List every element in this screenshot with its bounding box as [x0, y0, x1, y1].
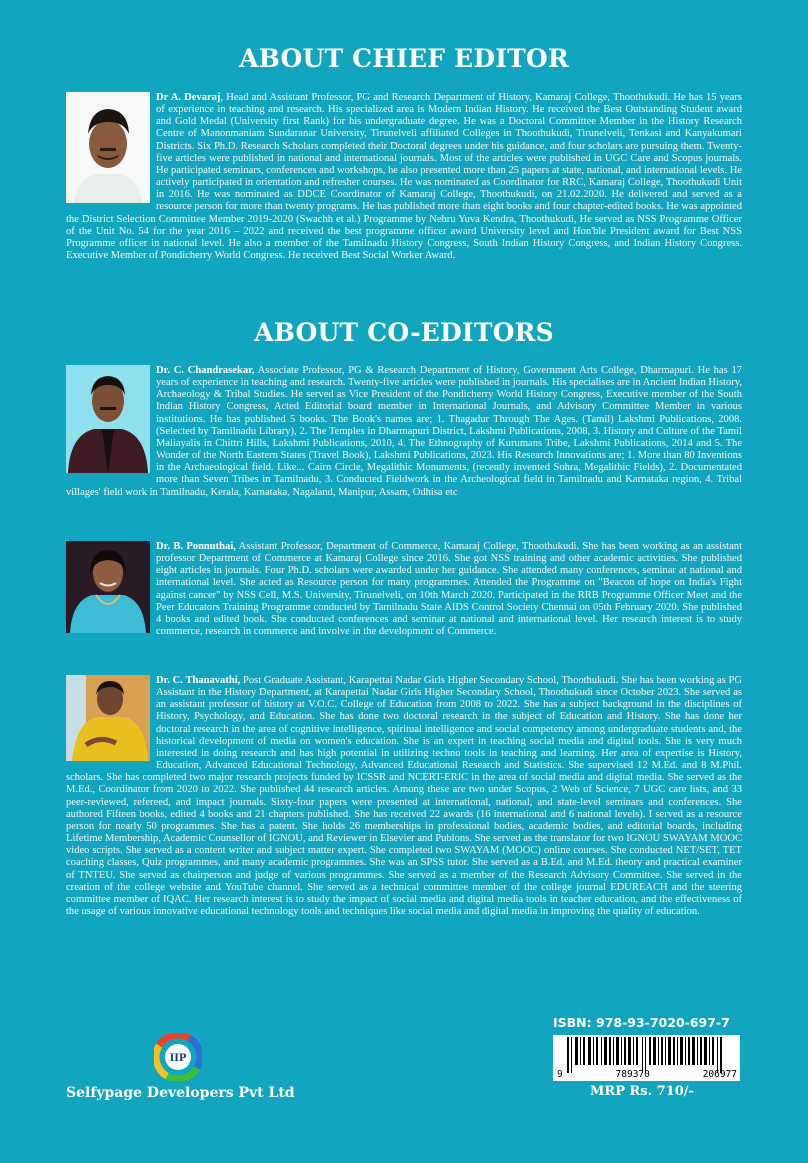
chief-editor-bio [66, 92, 742, 262]
co-editor-bio-text-1: Associate Professor, PG & Research Department of History, Government Arts College, Dharmapuri. He has 17 years of experience in teaching and research. Twenty-five articles were published in journals. His specialises are in Ancient Indian History, Archaeology & Tribal Studies. He served as Vice President of the Pondicherry World History Congress, Executive member of the South Indian History Congress, Acted Editorial board member in International Journals, and Advisory Committee Member in various institutions. He has published 5 books. The Book's names are; 1. Thagadur Through The Ages. (Tamil) Lakshmi Publications, 2008. (Selected by Tamilnadu Library), 2. The Temples in Dharmapuri District, Lakshmi Publications, 2008, 3. History and Culture of the Tamil Maliayalis in Chittri Hills, Lakshmi Publications, 2010, 4. The Ethnography of Kurumans Tribe, Lakshmi Publications, 2014 and 5. The Wonder of the North Eastern States (Travel Book), Lakshmi Publications, 2023. His Research Innovations are; 1. More than 80 Inventions in the Archaeological field. Like... Cairn Circle, Megalithic Monuments, (recently invented Sohra, Megalithic Fields), 2. Documentated more than Seven Tribes in Tamilnadu, 3. Conducted Fieldwork in the Archeological field in Tamilnadu and Karnataka region, 4. Tribal villages' field work in Tamilnadu, Kerala, Karnataka, Nagaland, Manipur, Assam, Odhisa etc [66, 365, 742, 498]
co-editor-bio-text-2: Assistant Professor, Department of Commerce, Kamaraj College, Thoothukudi. She has been working as an assistant professor Department of Commerce at Kamaraj College since 2016. She got NSS training and other academic activities. She published eight articles in journals. Four Ph.D. scholars were awarded under her guidance. She attended many conferences, seminar at national and international level. She acted as Resource person for many programmes. Attended the Programme on "Beacon of hope on India's Fight against cancer" by NSS Cell, M.S. University, Tirunelveli, on 10th March 2020. Participated in the RRB Programme Officer Meet and the Peer Educators Training Programme conducted by Tamilnadu State AIDS Control Society Chennai on 05th February 2020. She published 4 books and edited book. She conducted conferences and seminar at national and international level. Her research interest is to study commerce, research in commerce and involve in the development of Commerce. [156, 541, 742, 638]
svg-text:IIP: IIP [169, 1053, 187, 1064]
isbn-label: ISBN: 978-93-7020-697-7 [553, 1015, 730, 1030]
chief-editor-name: Dr A. Devaraj [156, 92, 221, 103]
isbn-barcode [553, 1035, 740, 1081]
publisher-name: Selfypage Developers Pvt Ltd [66, 1085, 295, 1101]
co-editor-bio-1 [66, 365, 742, 499]
co-editor-bio-2 [66, 541, 742, 638]
chief-editor-bio-text: , Head and Assistant Professor, PG and Research Department of History, Kamaraj College, Thoothukudi. He has 15 years of experience in teaching and research. His specialized area is Modern Indian History. He received the Best Outstanding Student award and Gold Medal (University first Rank) for his undergraduate degree. He was a Doctoral Committee Member in the History Research Centre of Manonmaniam Sundaranar University, Tirunelveli affiliated Colleges in Thoothukudi, Tirunelveli, Tenkasi and Kanyakumari Districts. Six Ph.D. Research Scholars completed their Doctoral degrees under his guidance, and four scholars are pursuing them. Twenty-five articles were published in national and international journals. Most of the articles were published in UGC Care and Scopus journals. He participated seminars, conferences and workshops, he also presented more than 25 papers at state, national, and international levels. He actively participated in orientation and refresher courses. He was nominated as Coordinator for RRC, Kamaraj College, Thoothukudi Unit in 2016. He was nominated as DDCE Coordinator of Kamaraj College, Thoothukudi, on 21.02.2020. He delivered and served as a resource person for more than twenty programs. He has published more than eight books and four chapter-edited books. He was appointed the District Selection Committee Member 2019-2020 (Swachh et al.) Programme by Nehru Yuva Kendra, Thoothukudi, He served as NSS Programme Officer of the Unit No. 54 for the year 2016 – 2022 and received the best programme officer award University level and Hon'ble President award for Best NSS Programme officer in national level. He also a member of the Tamilnadu History Congress, South Indian History Congress, and Indian History Congress. Executive Member of Pondicherry World Congress. He received Best Social Worker Award. [66, 92, 742, 262]
chief-editor-heading: ABOUT CHIEF EDITOR [239, 44, 569, 73]
co-editor-photo-1 [66, 365, 150, 473]
chief-editor-photo [66, 92, 150, 203]
co-editor-name-3: Dr. C. Thanavathi, [156, 675, 241, 686]
portrait-man-white-shirt-icon [66, 92, 150, 203]
co-editor-photo-3 [66, 675, 150, 761]
co-editor-name-2: Dr. B. Ponnuthai, [156, 541, 236, 552]
barcode-icon [553, 1037, 740, 1073]
co-editor-bio-text-3: Post Graduate Assistant, Karapettai Nadar Girls Higher Secondary School, Thoothukudi. She has been working as PG Assistant in the History Department, at Karapettai Nadar Girls Higher Secondary School, Thoothukudi since October 2023. She served as an assistant professor of history at V.O.C. College of Education from 2008 to 2022. She has a subject background in the disciplines of History, Psychology, and Education. She has done two doctoral research in the subject of Education and History. She has done her doctoral research in the area of cognitive intelligence, spiritual intelligence and social competency among undergraduate students and, the historical development of media on women's education. She is an expert in teaching social media and digital tools. She is very much interested in doing research and has high potential in utilizing techno tools in teaching and learning. Her area of expertise is History, Education, Advanced Educational Technology, Advanced Educational Research and Statistics. She supervised 12 M.Ed. and 8 M.Phil. scholars. She has completed two major research projects funded by ICSSR and NCERT-ERIC in the area of social media and digital media. She served as the M.Ed., Coordinator from 2020 to 2022. She published 44 research articles. Among these are two under Scopus, 2 Web of Science, 7 UGC care lists, and 33 peer-reviewed, refereed, and impact journals. Sixty-four papers were presented at international, national, and state-level seminars and conferences. She authored Fifteen books, edited 4 books and 21 chapters published. She has received 22 awards (16 international and 6 national levels). I served as a resource person for nearly 50 programmes. She has a patent. She holds 26 memberships in professional bodies, academic bodies, and editorial boards, including Lifetime Membership, Academic Counsellor of IGNOU, and Reviewer in Elsevier and Publons. She served as the translator for two IGNOU SWAYAM MOOC video scripts. She served as a content writer and subject matter expert. She completed two SWAYAM (MOOC) online courses. She conducted NET/SET, TET coaching classes, Quiz programmes, and many academic programmes. She was an SPSS tutor. She served as a B.Ed. and M.Ed. theory and practical examiner of TNTEU. She served as chairperson and judge of various programmes. She served as a member of the Research Advisory Committee. She served in the creation of the college website and YouTube channel. She served as a technical committee member of the college journal EDUREACH and the steering committee member of IQAC. Her research interest is to study the impact of social media and digital media tools in teacher education, and the effectiveness of the usage of various innovative educational technology tools and techniques like social media and digital media in improving the quality of education. [66, 675, 743, 917]
co-editor-photo-2 [66, 541, 150, 633]
co-editor-name-1: Dr. C. Chandrasekar, [156, 365, 255, 376]
portrait-man-maroon-coat-icon [66, 365, 150, 473]
co-editor-bio-3 [66, 675, 742, 918]
co-editors-heading: ABOUT CO-EDITORS [254, 318, 554, 347]
mrp-price: MRP Rs. 710/- [590, 1084, 694, 1099]
publisher-logo-icon [154, 1033, 202, 1081]
portrait-woman-yellow-saree-icon [66, 675, 150, 761]
barcode-digits: 9 789370 206977 [557, 1069, 737, 1080]
portrait-woman-blue-saree-icon [66, 541, 150, 633]
